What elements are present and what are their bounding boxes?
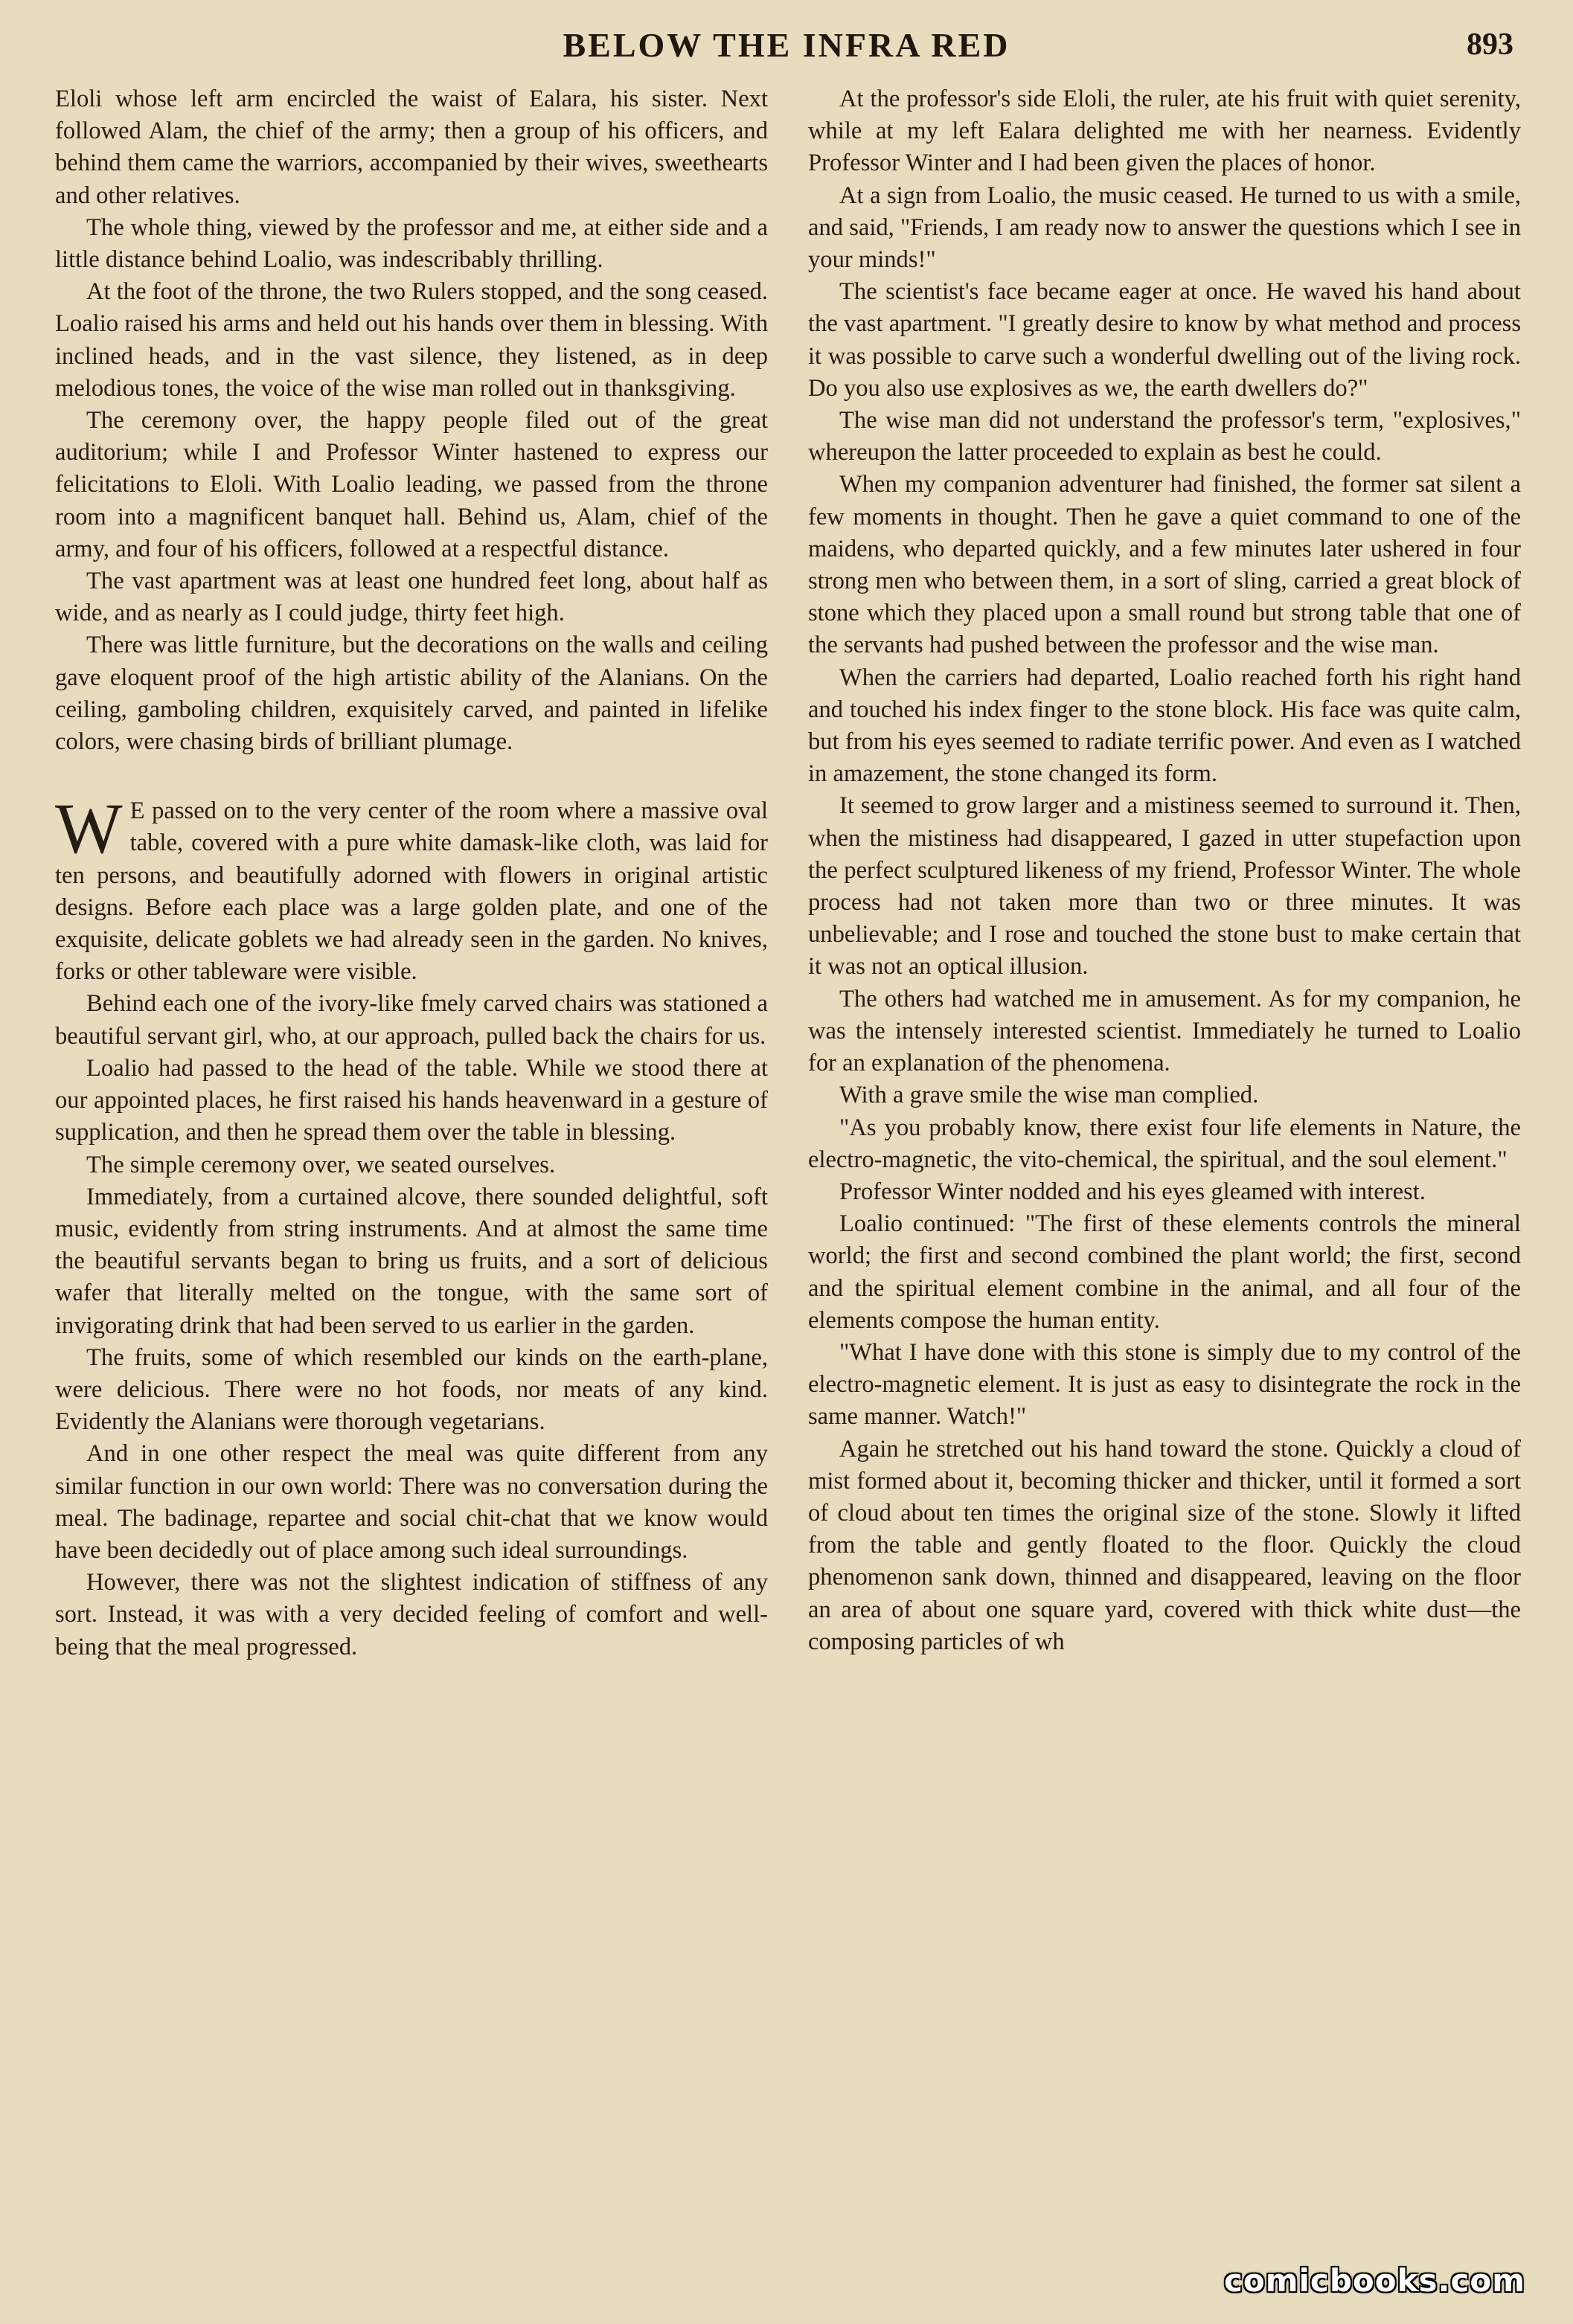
paragraph: "What I have done with this stone is simply due to my control of the electro-magnetic element. It is just as easy to disintegrate the rock in the same manner. Watch!" [808, 1338, 1521, 1431]
paragraph-text: E passed on to the very center of the room where a massive oval table, covered with a pure white damask-like cloth, was laid for ten persons, and beautifully adorned with flowers in original artistic designs. Before each place was a large golden plate, and one of the exquisite, delicate goblets we had already seen in the garden. No knives, forks or other tableware were visible. [55, 797, 768, 986]
left-column [55, 83, 768, 1663]
paragraph: The simple ceremony over, we seated ourselves. [86, 1151, 556, 1178]
paragraph: At the foot of the throne, the two Rulers stopped, and the song ceased. Loalio raised his arms and held out his hands over them in blessing. With inclined heads, and in the vast silence, they listened, as in deep melodious tones, the voice of the wise man rolled out in thanksgiving. [55, 278, 768, 402]
paragraph: The scientist's face became eager at once. He waved his hand about the vast apartment. "I greatly desire to know by what method and process it was possible to carve such a wonderful dwelling out of the living rock. Do you also use explosives as we, the earth dwellers do?" [808, 278, 1521, 402]
paragraph: However, there was not the slightest indication of stiffness of any sort. Instead, it was with a very decided feeling of comfort and well-being that the meal progressed. [55, 1569, 768, 1660]
page-number: 893 [1467, 28, 1513, 62]
paragraph: The others had watched me in amusement. As for my companion, he was the intensely interested scientist. Immediately he turned to Loalio for an explanation of the phenomena. [808, 985, 1521, 1077]
paragraph: Professor Winter nodded and his eyes gleamed with interest. [839, 1178, 1426, 1205]
paragraph: And in one other respect the meal was quite different from any similar function in our own world: There was no conversation during the meal. The badinage, repartee and social chit-chat that we know would have been decidedly out of place among such ideal surroundings. [55, 1440, 768, 1564]
paragraph: When my companion adventurer had finished, the former sat silent a few moments in thought. Then he gave a quiet command to one of the maidens, who departed quickly, and a few minutes later ushered in four strong men who between them, in a sort of sling, carried a great block of stone which they placed upon a small round but strong table that one of the servants had pushed between the professor and the wise man. [808, 471, 1521, 659]
paragraph: With a grave smile the wise man complied. [839, 1082, 1259, 1109]
paragraph: The whole thing, viewed by the professor and me, at either side and a little distance behind Loalio, was indescribably thrilling. [55, 214, 768, 274]
paragraph: Loalio continued: "The first of these elements controls the mineral world; the first and second combined the plant world; the first, second and the spiritual element combine in the animal, and all four of the elements compose the human entity. [808, 1210, 1521, 1334]
site-watermark: comicbooks.com [1224, 2262, 1525, 2299]
paragraph: Loalio had passed to the head of the table. While we stood there at our appointed places, he first raised his hands heavenward in a gesture of supplication, and then he spread them over the table in blessing. [55, 1054, 768, 1146]
paragraph: The ceremony over, the happy people filed out of the great auditorium; while I and Professor Winter hastened to express our felicitations to Eloli. With Loalio leading, we passed from the throne room into a magnificent banquet hall. Behind us, Alam, chief of the army, and four of his officers, followed at a respectful distance. [55, 407, 768, 562]
page-header [0, 25, 1573, 70]
right-column [808, 83, 1521, 1658]
running-title: BELOW THE INFRA RED [563, 26, 1010, 64]
paragraph: "As you probably know, there exist four life elements in Nature, the electro-magnetic, the vito-chemical, the spiritual, and the soul element." [808, 1114, 1521, 1173]
paragraph: The wise man did not understand the professor's term, "explosives," whereupon the latter proceeded to explain as best he could. [808, 407, 1521, 466]
drop-cap: W [55, 789, 123, 869]
paragraph: It seemed to grow larger and a mistiness seemed to surround it. Then, when the mistiness had disappeared, I gazed in utter stupefaction upon the perfect sculptured likeness of my friend, Professor Winter. The whole process had not taken more than two or three minutes. It was unbelievable; and I rose and touched the stone bust to make certain that it was not an optical illusion. [808, 792, 1521, 980]
paragraph: Eloli whose left arm encircled the waist of Ealara, his sister. Next followed Alam, the chief of the army; then a group of his officers, and behind them came the warriors, accompanied by their wives, sweethearts and other relatives. [55, 86, 768, 209]
paragraph: The vast apartment was at least one hundred feet long, about half as wide, and as nearly as I could judge, thirty feet high. [55, 568, 768, 627]
paragraph: When the carriers had departed, Loalio reached forth his right hand and touched his index finger to the stone block. His face was quite calm, but from his eyes seemed to radiate terrific power. And even as I watched in amazement, the stone changed its form. [808, 664, 1521, 788]
paragraph: Behind each one of the ivory-like fmely carved chairs was stationed a beautiful servant girl, who, at our approach, pulled back the chairs for us. [55, 990, 768, 1050]
drop-cap-paragraph [55, 789, 768, 988]
paragraph: At the professor's side Eloli, the ruler, ate his fruit with quiet serenity, while at my left Ealara delighted me with her nearness. Evidently Professor Winter and I had been given the places of honor. [808, 86, 1521, 177]
paragraph: The fruits, some of which resembled our kinds on the earth-plane, were delicious. There were no hot foods, nor meats of any kind. Evidently the Alanians were thorough vegetarians. [55, 1344, 768, 1436]
paragraph: At a sign from Loalio, the music ceased. He turned to us with a smile, and said, "Friends, I am ready now to answer the questions which I see in your minds!" [808, 182, 1521, 274]
paragraph: Immediately, from a curtained alcove, there sounded delightful, soft music, evidently from string instruments. And at almost the same time the beautiful servants began to bring us fruits, and a sort of delicious wafer that literally melted on the tongue, with the same sort of invigorating drink that had been served to us earlier in the garden. [55, 1183, 768, 1339]
paragraph: There was little furniture, but the decorations on the walls and ceiling gave eloquent proof of the high artistic ability of the Alanians. On the ceiling, gamboling children, exquisitely carved, and painted in lifelike colors, were chasing birds of brilliant plumage. [55, 632, 768, 756]
paragraph: Again he stretched out his hand toward the stone. Quickly a cloud of mist formed about it, becoming thicker and thicker, until it formed a sort of cloud about ten times the original size of the stone. Slowly it lifted from the table and gently floated to the floor. Quickly the cloud phenomenon sank down, thinned and disappeared, leaving on the floor an area of about one square yard, covered with thick white dust—the composing particles of wh [808, 1435, 1521, 1655]
